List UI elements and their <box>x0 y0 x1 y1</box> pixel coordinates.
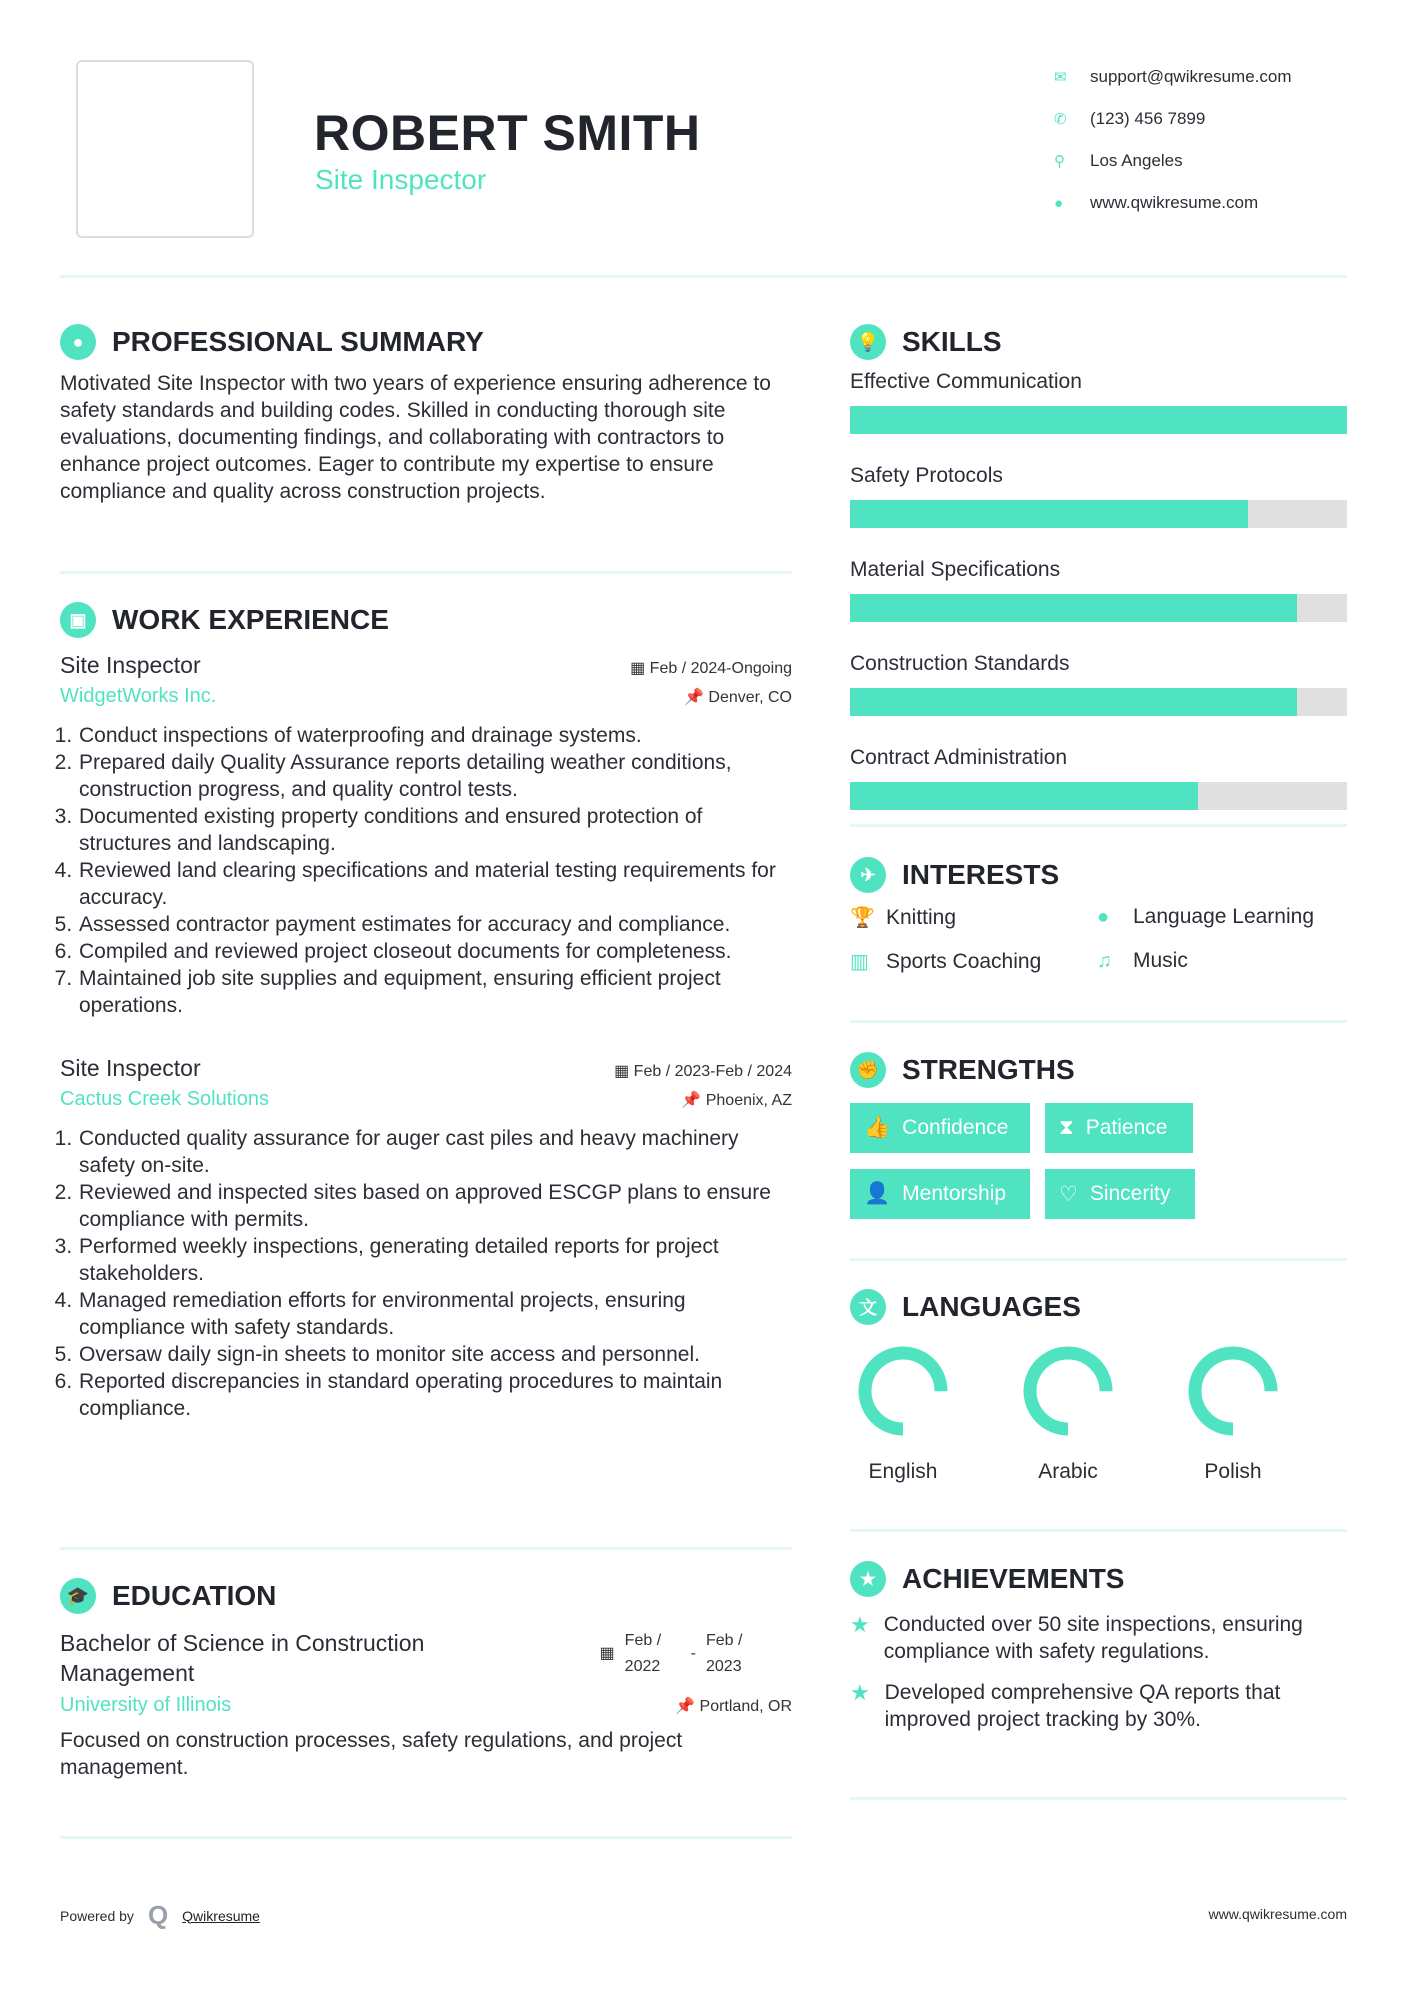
briefcase-icon: ▥ <box>850 951 869 973</box>
phone-icon: ✆ <box>1054 111 1067 128</box>
location-text: Phoenix, AZ <box>705 1092 792 1109</box>
footer-branding <box>60 1900 260 1931</box>
skill-label: Contract Administration <box>850 746 1068 769</box>
job-title: Site Inspector <box>60 1055 201 1081</box>
section-heading <box>60 324 792 360</box>
list-item: 1. Conduct inspections of waterproofing and drainage systems. <box>78 722 792 749</box>
fist-icon: ✊ <box>850 1052 886 1088</box>
user-icon: ● <box>60 324 96 360</box>
school: University of Illinois <box>60 1694 232 1716</box>
divider <box>60 275 1347 278</box>
location-text: Denver, CO <box>708 689 792 706</box>
language-gauge-arc <box>1030 1353 1106 1429</box>
list-item: 5. Assessed contractor payment estimates for accuracy and compliance. <box>78 911 792 938</box>
degree: Bachelor of Science in Construction Management <box>60 1630 425 1686</box>
strength-label: Sincerity <box>1089 1182 1171 1205</box>
calendar-icon: ▦ <box>614 1063 634 1080</box>
list-item: 4. Managed remediation efforts for environmental projects, ensuring compliance with safety standards. <box>78 1287 792 1341</box>
lightbulb-icon: 💡 <box>850 324 886 360</box>
heart-icon: ♡ <box>1059 1182 1078 1206</box>
section-heading <box>850 324 1347 360</box>
contact-text: support@qwikresume.com <box>1090 67 1292 86</box>
interest-item <box>850 949 1041 974</box>
profile-photo <box>76 60 254 238</box>
contact-item <box>1054 56 1292 98</box>
location: Portland, OR <box>699 1698 792 1715</box>
strength-badge <box>1045 1103 1193 1153</box>
graduate-icon: 🎓 <box>60 1578 96 1614</box>
skill-bar-fill <box>850 782 1198 810</box>
language-gauge-arc <box>865 1353 941 1429</box>
date-text: Feb / 2023-Feb / 2024 <box>633 1063 792 1080</box>
interests-section <box>850 857 1347 997</box>
calendar-icon: ▦ <box>599 1645 615 1662</box>
list-item: 1. Conducted quality assurance for auger cast piles and heavy machinery safety on-site. <box>78 1125 792 1179</box>
language-icon: 文 <box>850 1289 886 1325</box>
heading-text: LANGUAGES <box>902 1291 1081 1322</box>
company-name: WidgetWorks Inc. <box>60 685 217 707</box>
list-item: 3. Documented existing property conditions and ensured protection of structures and landscaping. <box>78 803 792 857</box>
job-subheader <box>60 1088 792 1111</box>
divider <box>60 571 792 574</box>
interest-label: Language Learning <box>1133 905 1315 928</box>
summary-section <box>60 324 792 505</box>
strength-badge <box>1045 1169 1195 1219</box>
achievement-item <box>850 1679 1347 1733</box>
heading-text: WORK EXPERIENCE <box>112 604 389 635</box>
list-item: 4. Reviewed land clearing specifications and material testing requirements for accuracy. <box>78 857 792 911</box>
language-item <box>833 1341 973 1484</box>
achievement-text: Conducted over 50 site inspections, ensuring compliance with safety regulations. <box>883 1613 1303 1663</box>
map-pin-icon: ⚲ <box>1054 153 1065 170</box>
section-heading <box>850 857 1347 893</box>
end-date: Feb / 2023 <box>706 1632 743 1675</box>
achievement-item <box>850 1611 1347 1665</box>
job-location <box>684 687 792 707</box>
strength-label: Patience <box>1085 1116 1168 1139</box>
list-item: 6. Compiled and reviewed project closeout documents for completeness. <box>78 938 792 965</box>
envelope-icon: ✉ <box>1054 69 1067 86</box>
list-item: 5. Oversaw daily sign-in sheets to monitor site access and personnel. <box>78 1341 792 1368</box>
job-subheader <box>60 685 792 708</box>
strength-badge <box>850 1103 1030 1153</box>
skill-bar <box>850 406 1347 434</box>
language-gauge <box>1183 1341 1283 1441</box>
qwikresume-link[interactable]: Qwikresume <box>182 1907 260 1924</box>
job-title: Site Inspector <box>60 652 201 678</box>
contact-text: www.qwikresume.com <box>1090 193 1259 212</box>
start-date: Feb / 2022 <box>624 1632 662 1675</box>
skills-section <box>850 324 1347 840</box>
globe-icon: ● <box>1097 905 1110 928</box>
language-item <box>998 1341 1138 1484</box>
job-location <box>681 1090 792 1110</box>
list-item: 7. Maintained job site supplies and equipment, ensuring efficient project operations. <box>78 965 792 1019</box>
strength-label: Mentorship <box>902 1182 1007 1205</box>
contact-list <box>1054 56 1292 224</box>
hourglass-icon: ⧗ <box>1059 1116 1074 1139</box>
summary-text: Motivated Site Inspector with two years of experience ensuring adherence to safety standards and building codes. Skilled in conducting thorough site evaluations, documenting findings, and collaborating with contractors to enhance project outcomes. Eager to contribute my expertise to ensure compliance and quality across construction projects. <box>60 372 771 503</box>
language-label: Arabic <box>1038 1460 1098 1483</box>
divider <box>850 824 1347 827</box>
user-plus-icon: 👤 <box>864 1182 891 1205</box>
skill-bar-fill <box>850 594 1297 622</box>
qwikresume-logo-icon: Q <box>147 1900 169 1930</box>
pin-icon: 📌 <box>681 1092 706 1109</box>
list-item: 6. Reported discrepancies in standard operating procedures to maintain compliance. <box>78 1368 792 1422</box>
company-name: Cactus Creek Solutions <box>60 1088 269 1110</box>
language-gauge-arc <box>1195 1353 1271 1429</box>
pin-icon: 📌 <box>684 689 709 706</box>
skill-bar <box>850 500 1347 528</box>
language-item <box>1163 1341 1303 1484</box>
job-entry <box>60 652 792 1019</box>
list-item: 2. Reviewed and inspected sites based on approved ESCGP plans to ensure compliance with permits. <box>78 1179 792 1233</box>
divider <box>60 1836 792 1839</box>
contact-item <box>1054 182 1292 224</box>
thumbs-up-icon: 👍 <box>864 1116 891 1139</box>
chair-icon: ▣ <box>60 602 96 638</box>
star-icon: ★ <box>850 1561 886 1597</box>
contact-text: (123) 456 7899 <box>1090 109 1206 128</box>
section-heading <box>850 1289 1347 1325</box>
list-item: 2. Prepared daily Quality Assurance reports detailing weather conditions, construction progress, and quality control tests. <box>78 749 792 803</box>
section-heading <box>850 1561 1347 1597</box>
skill-bar <box>850 688 1347 716</box>
skill-bar-fill <box>850 688 1297 716</box>
heading-text: INTERESTS <box>902 859 1060 890</box>
skill-label: Construction Standards <box>850 652 1070 675</box>
skill-label: Material Specifications <box>850 558 1061 581</box>
languages-section <box>850 1289 1347 1489</box>
footer-url: www.qwikresume.com <box>1208 1906 1347 1922</box>
skill-label: Effective Communication <box>850 370 1082 393</box>
divider <box>850 1529 1347 1532</box>
skill-label: Safety Protocols <box>850 464 1003 487</box>
divider <box>850 1797 1347 1800</box>
experience-section <box>60 602 792 1422</box>
heading-text: EDUCATION <box>112 1580 277 1611</box>
calendar-icon: ▦ <box>630 660 650 677</box>
responsibility-list <box>60 1125 792 1422</box>
powered-by: Powered by <box>60 1907 134 1924</box>
achievements-section <box>850 1561 1347 1747</box>
job-dates <box>614 1061 792 1081</box>
contact-item <box>1054 140 1292 182</box>
globe-icon: ● <box>1054 194 1064 212</box>
skill-bar-fill <box>850 406 1347 434</box>
education-description: Focused on construction processes, safety regulations, and project management. <box>60 1729 683 1779</box>
job-header <box>60 1055 792 1082</box>
date-text: Feb / 2024-Ongoing <box>649 660 792 677</box>
list-item: 3. Performed weekly inspections, generating detailed reports for project stakeholders. <box>78 1233 792 1287</box>
pin-icon: 📌 <box>675 1698 700 1715</box>
job-dates <box>630 658 792 678</box>
heading-text: ACHIEVEMENTS <box>902 1563 1125 1594</box>
education-section: 🎓 EDUCATION Bachelor of Science in Construction Management ▦ Feb / 2022 - Feb / 2023 University of Illinois 📌 Portland, OR Focused on construction processes, safety regulations, and project management. <box>60 1580 792 1779</box>
heading-text: SKILLS <box>902 326 1002 357</box>
strengths-section <box>850 1052 1347 1232</box>
interest-item <box>1097 905 1314 929</box>
heading-text: STRENGTHS <box>902 1054 1075 1085</box>
heading-text: PROFESSIONAL SUMMARY <box>112 326 484 357</box>
interest-label: Music <box>1133 949 1188 972</box>
paper-plane-icon: ✈ <box>850 857 886 893</box>
achievement-text: Developed comprehensive QA reports that improved project tracking by 30%. <box>884 1681 1281 1731</box>
candidate-name: ROBERT SMITH <box>314 105 701 161</box>
interest-label: Knitting <box>886 905 957 929</box>
skill-bar-fill <box>850 500 1248 528</box>
skill-bar <box>850 594 1347 622</box>
music-icon: ♫ <box>1097 949 1112 972</box>
strength-label: Confidence <box>902 1116 1009 1139</box>
section-heading <box>850 1052 1347 1088</box>
job-header <box>60 652 792 679</box>
interest-label: Sports Coaching <box>886 949 1042 973</box>
divider <box>850 1258 1347 1261</box>
section-heading <box>60 602 792 638</box>
section-heading <box>60 1578 792 1614</box>
language-gauge <box>853 1341 953 1441</box>
strength-badge <box>850 1169 1030 1219</box>
star-icon: ★ <box>850 1612 870 1637</box>
trophy-icon: 🏆 <box>850 907 875 929</box>
language-label: English <box>868 1460 938 1483</box>
divider <box>850 1020 1347 1023</box>
interest-item <box>850 905 956 930</box>
language-gauge <box>1018 1341 1118 1441</box>
divider <box>60 1547 792 1550</box>
contact-item <box>1054 98 1292 140</box>
contact-text: Los Angeles <box>1090 151 1183 170</box>
candidate-title: Site Inspector <box>315 164 487 195</box>
interest-item <box>1097 949 1188 973</box>
star-icon: ★ <box>850 1680 870 1705</box>
language-label: Polish <box>1204 1460 1262 1483</box>
job-entry <box>60 1055 792 1422</box>
skill-bar <box>850 782 1347 810</box>
responsibility-list <box>60 722 792 1019</box>
